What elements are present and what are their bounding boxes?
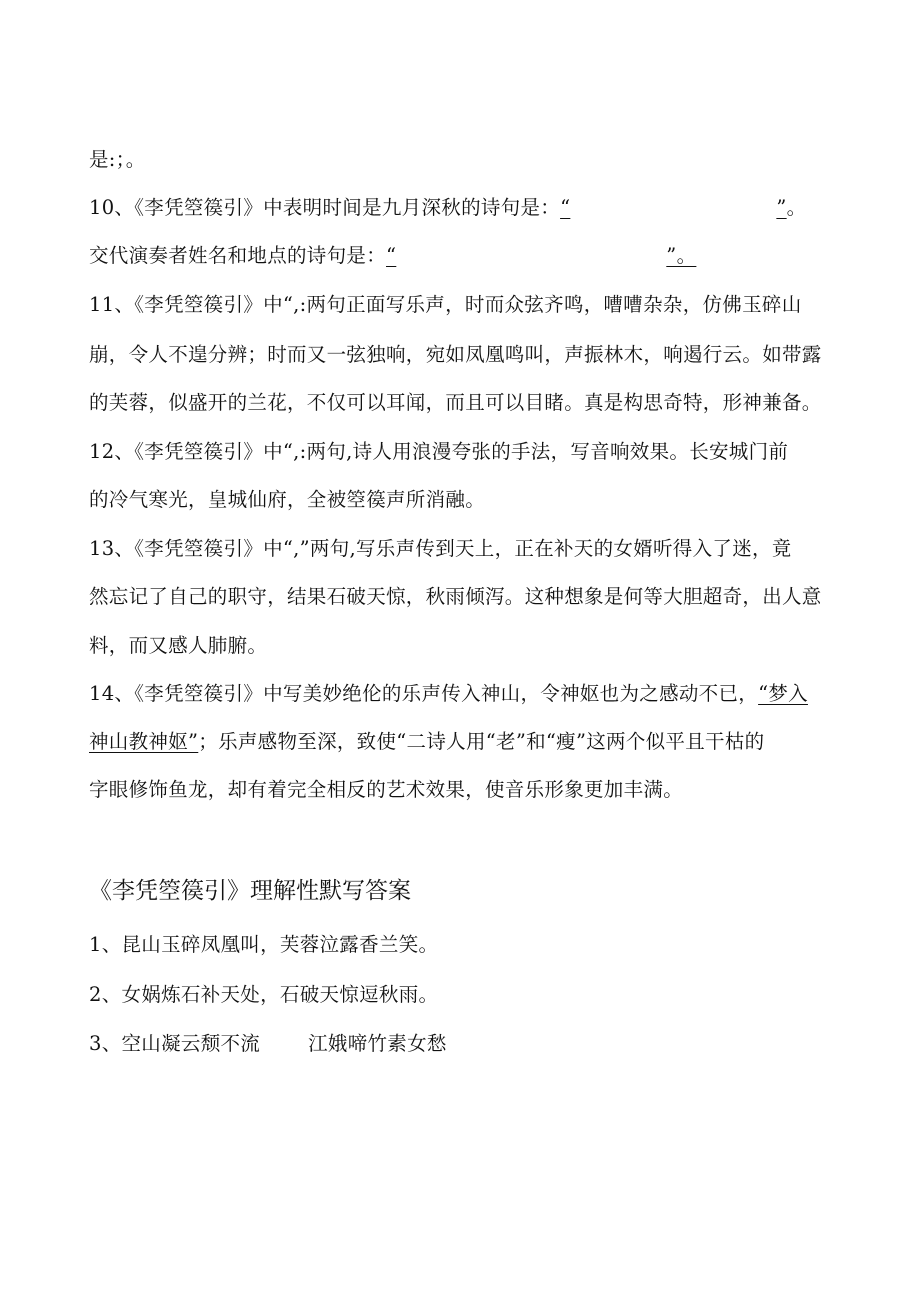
answer-3 (89, 1030, 447, 1058)
q14-underlined-start: “梦入 (758, 682, 808, 705)
q10-b-prefix: 交代演奏者姓名和地点的诗句是： (89, 244, 387, 267)
q10-a-prefix: 10、《李凭箜篌引》中表明时间是九月深秋的诗句是： (89, 196, 561, 219)
question-11-line-2: 崩，令人不遑分辨；时而又一弦独响，宛如凤凰鸣叫，声振林木，响遏行云。如带露 (89, 343, 822, 366)
answer-3-first: 3、空山凝云颓不流 (89, 1032, 261, 1055)
answer-2: 2、女娲炼石补天处，石破天惊逗秋雨。 (89, 983, 439, 1006)
question-14-line-3: 字眼修饰鱼龙，却有着完全相反的艺术效果，使音乐形象更加丰满。 (89, 778, 684, 801)
q9-tail: 是:；。 (89, 148, 146, 171)
question-11-line-3: 的芙蓉，似盛开的兰花，不仅可以耳闻，而且可以目睹。真是构思奇特，形神兼备。 (89, 391, 822, 414)
question-10-line-2 (89, 242, 696, 270)
question-12-line-2: 的冷气寒光，皇城仙府，全被箜篌声所消融。 (89, 488, 486, 511)
q14-l1-prefix: 14、《李凭箜篌引》中写美妙绝伦的乐声传入神山，令神妪也为之感动不已， (89, 682, 759, 705)
q10-b-blank[interactable]: “ ”。 (386, 244, 697, 267)
question-13-line-3: 料，而又感人肺腑。 (89, 634, 268, 657)
answer-3-second: 江娥啼竹素女愁 (308, 1032, 447, 1055)
question-11-line-1: 11、《李凭箜篌引》中“,:两句正面写乐声，时而众弦齐鸣，嘈嘈杂杂，仿佛玉碎山 (89, 293, 802, 316)
answer-1: 1、昆山玉碎凤凰叫，芙蓉泣露香兰笑。 (89, 933, 439, 956)
question-14-line-1 (89, 680, 808, 708)
q14-underlined-end: 神山教神妪” (89, 730, 199, 753)
question-14-line-2 (89, 728, 764, 756)
q14-l2-rest: ；乐声感物至深，致使“二诗人用“老”和“瘦”这两个似平且干枯的 (198, 730, 765, 753)
q10-a-blank[interactable]: “ ” (560, 196, 787, 219)
question-10-line-1 (89, 194, 806, 222)
q10-a-end: 。 (786, 196, 807, 219)
answers-heading: 《李凭箜篌引》理解性默写答案 (89, 878, 411, 904)
question-12-line-1: 12、《李凭箜篌引》中“,:两句,诗人用浪漫夸张的手法，写音响效果。长安城门前 (89, 440, 789, 463)
question-13-line-1: 13、《李凭箜篌引》中“,”两句,写乐声传到天上，正在补天的女婿听得入了迷，竟 (89, 537, 792, 560)
question-13-line-2: 然忘记了自己的职守，结果石破天惊，秋雨倾泻。这种想象是何等大胆超奇，出人意 (89, 585, 822, 608)
